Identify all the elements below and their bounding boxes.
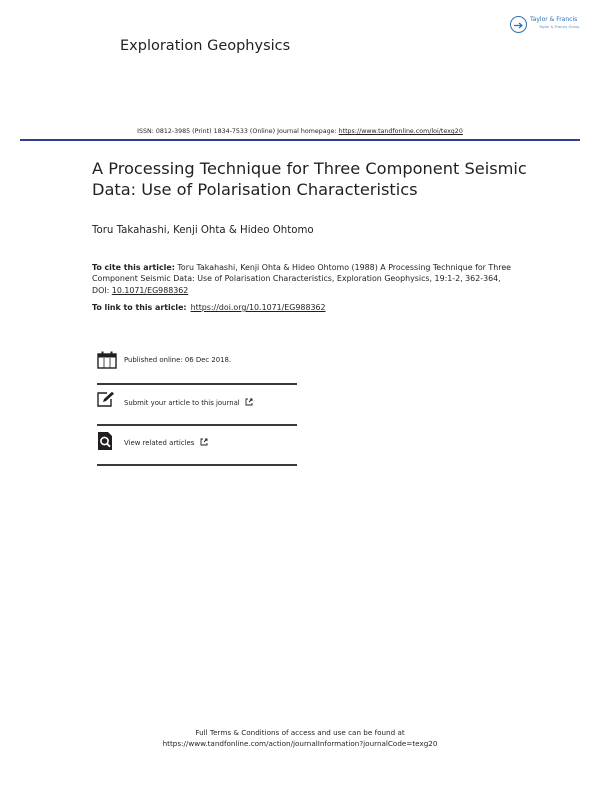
citation-label: To cite this article: bbox=[92, 263, 175, 272]
divider bbox=[97, 464, 297, 466]
footer-terms-text: Full Terms & Conditions of access and use can be found at bbox=[195, 728, 405, 737]
citation bbox=[92, 262, 512, 296]
taylor-francis-arrow-icon bbox=[510, 16, 527, 33]
issn-text: ISSN: 0812-3985 (Print) 1834-7533 (Online) Journal homepage: bbox=[137, 128, 337, 135]
related-link[interactable] bbox=[124, 438, 208, 447]
footer bbox=[0, 727, 600, 749]
published-text: Published online: 06 Dec 2018. bbox=[124, 356, 232, 364]
publisher-logo[interactable] bbox=[510, 16, 590, 36]
article-link bbox=[92, 303, 326, 312]
article-doi-link[interactable]: https://doi.org/10.1071/EG988362 bbox=[190, 303, 326, 312]
edit-icon bbox=[97, 391, 115, 407]
divider bbox=[97, 424, 297, 426]
external-link-icon bbox=[200, 438, 208, 446]
header-rule bbox=[20, 139, 580, 141]
footer-terms-link[interactable]: https://www.tandfonline.com/action/journalInformation?journalCode=texg20 bbox=[162, 739, 438, 748]
citation-text: Toru Takahashi, Kenji Ohta & Hideo Ohtomo (1988) A Processing Technique for Three Component Seismic Data: Use of Polarisation Characteristics, Exploration Geophysics, 19:1-2, 362-364, DOI: bbox=[92, 263, 512, 295]
journal-name: Exploration Geophysics bbox=[120, 38, 291, 54]
submit-text: Submit your article to this journal bbox=[124, 399, 240, 407]
arrow-icon bbox=[514, 22, 524, 29]
divider bbox=[97, 383, 297, 385]
article-authors: Toru Takahashi, Kenji Ohta & Hideo Ohtomo bbox=[92, 225, 314, 236]
issn-line bbox=[0, 128, 600, 135]
citation-doi-link[interactable]: 10.1071/EG988362 bbox=[111, 285, 189, 295]
related-text: View related articles bbox=[124, 439, 195, 447]
journal-homepage-link[interactable]: https://www.tandfonline.com/loi/texg20 bbox=[338, 128, 463, 135]
link-label: To link to this article: bbox=[92, 303, 187, 312]
publisher-brand: Taylor & Francis bbox=[530, 16, 578, 23]
external-link-icon bbox=[245, 398, 253, 406]
publisher-brand-sub: Taylor & Francis Group bbox=[539, 25, 580, 29]
calendar-icon bbox=[97, 351, 117, 369]
search-document-icon bbox=[97, 431, 115, 451]
article-title: A Processing Technique for Three Component Seismic Data: Use of Polarisation Characteristics bbox=[92, 159, 527, 199]
submit-link[interactable] bbox=[124, 398, 253, 407]
